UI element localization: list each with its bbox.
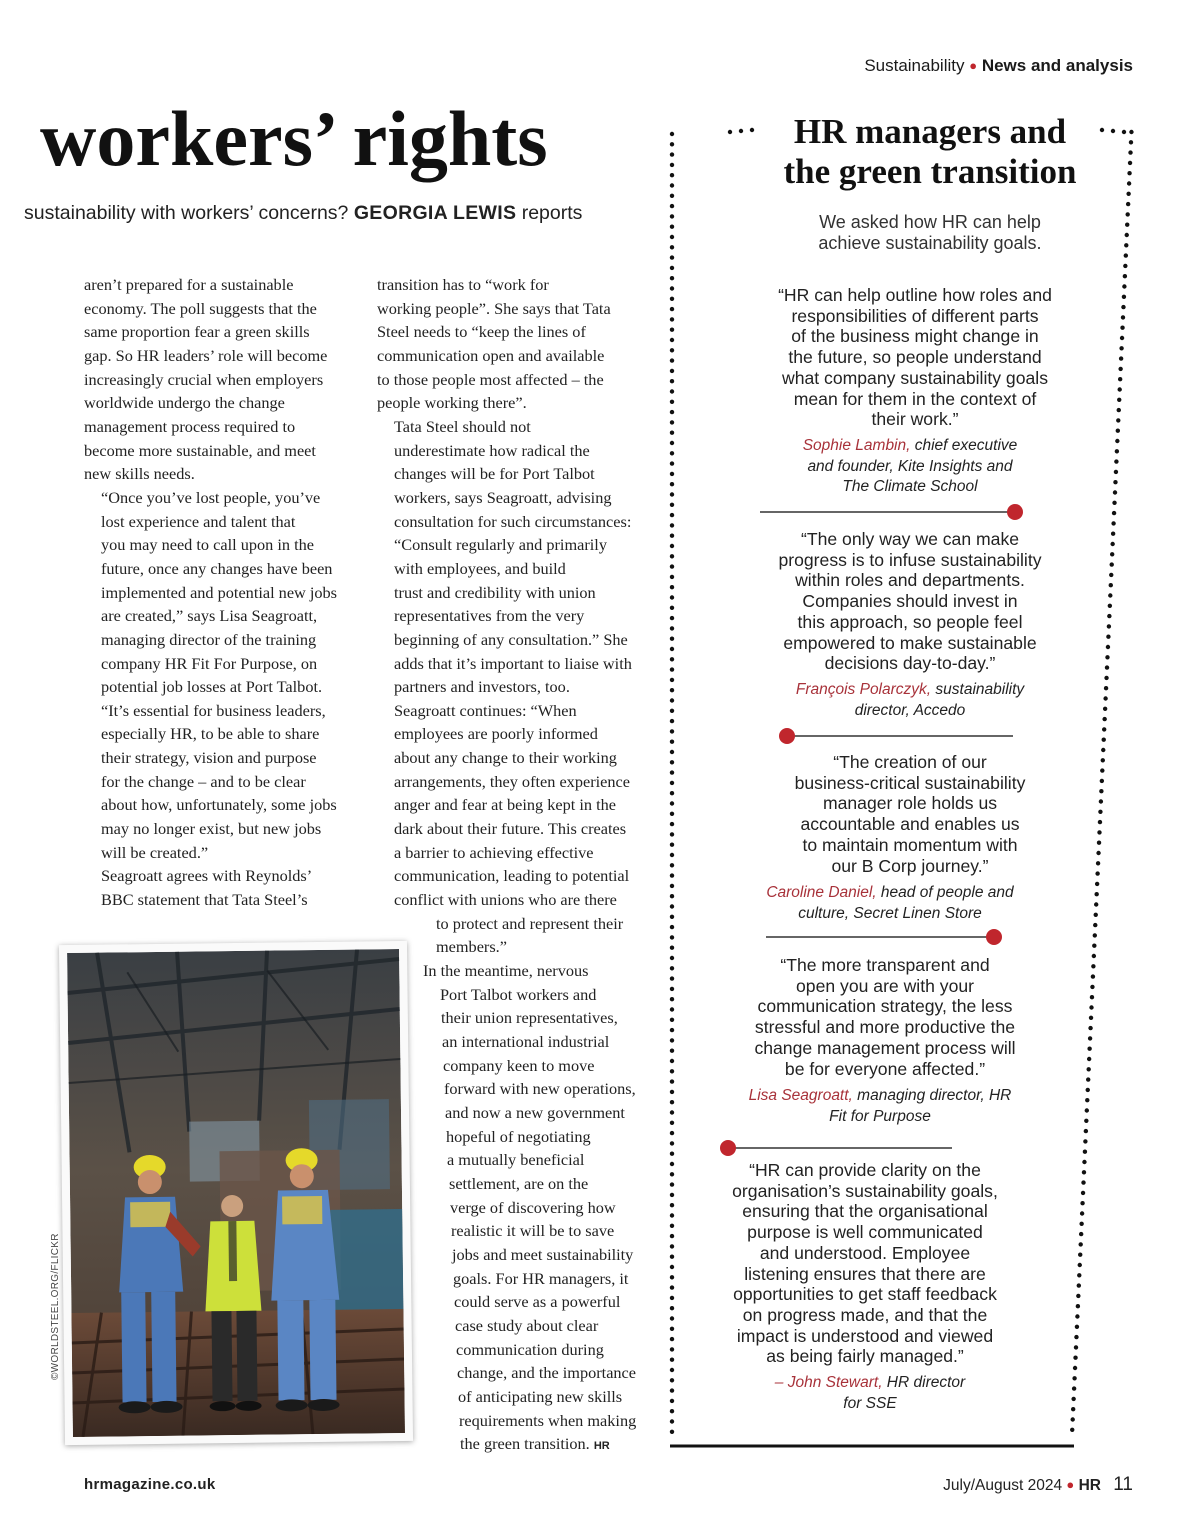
attribution-line xyxy=(735,904,1045,925)
body-line: transition has to “work for xyxy=(377,275,549,294)
body-line: aren’t prepared for a sustainable xyxy=(84,275,294,294)
subsection-name: News and analysis xyxy=(981,56,1133,75)
quote-line: responsibilities of different parts xyxy=(791,305,1039,326)
quote-attribution xyxy=(735,883,1045,924)
body-line: requirements when making xyxy=(459,1410,637,1430)
page-number: 11 xyxy=(1113,1474,1133,1495)
body-line: “It’s essential for business leaders, xyxy=(101,700,326,720)
attribution-line xyxy=(760,701,1060,722)
attribution-line xyxy=(760,477,1060,498)
attribution-line xyxy=(725,1107,1035,1128)
body-line: working people”. She says that Tata xyxy=(377,298,611,318)
body-line: arrangements, they often experience xyxy=(394,771,630,791)
body-line: partners and investors, too. xyxy=(394,677,570,697)
body-paragraph xyxy=(377,699,647,959)
standfirst xyxy=(24,202,582,225)
sidebar-quote xyxy=(710,955,1060,1079)
body-line: to protect and represent their xyxy=(436,913,624,933)
sidebar-quote xyxy=(735,752,1085,876)
quote-line: organisation’s sustainability goals, xyxy=(732,1180,998,1201)
body-line: hopeful of negotiating xyxy=(446,1126,591,1146)
brand-mark: HR xyxy=(1078,1477,1101,1494)
body-line: communication during xyxy=(456,1339,604,1359)
bullet-dot-icon: ● xyxy=(1066,1477,1075,1492)
quote-line: manager role holds us xyxy=(822,793,998,814)
quote-line: communication strategy, the less xyxy=(757,996,1013,1017)
body-line: with employees, and build xyxy=(394,558,566,578)
body-line: Port Talbot workers and xyxy=(440,984,597,1004)
body-line: Tata Steel should not xyxy=(394,416,531,436)
quote-line: within roles and departments. xyxy=(795,570,1025,591)
speaker-name: – John Stewart, xyxy=(774,1374,883,1391)
body-line: settlement, are on the xyxy=(449,1173,589,1193)
body-line: lost experience and talent that xyxy=(101,511,296,531)
quote-line: opportunities to get staff feedback xyxy=(733,1284,997,1305)
quote-line: our B Corp journey.” xyxy=(831,855,989,876)
footer-website: hrmagazine.co.uk xyxy=(84,1476,216,1493)
body-line: Seagroatt agrees with Reynolds’ xyxy=(101,866,313,886)
body-column-1 xyxy=(84,273,359,912)
body-line: change, and the importance xyxy=(457,1363,637,1383)
body-line: underestimate how radical the xyxy=(394,440,590,460)
speaker-role: Fit for Purpose xyxy=(829,1107,931,1125)
body-line: changes will be for Port Talbot xyxy=(394,464,595,484)
body-line: will be created.” xyxy=(101,842,209,862)
body-line: members.” xyxy=(436,937,507,957)
quote-line: progress is to infuse sustainability xyxy=(778,549,1042,570)
speaker-role: sustainability xyxy=(931,681,1025,698)
sidebar-intro xyxy=(745,212,1115,254)
body-line-final xyxy=(377,1432,647,1459)
quote-line: as being fairly managed.” xyxy=(766,1346,964,1367)
separator-dot-icon xyxy=(720,1140,736,1156)
quote-line: accountable and enables us xyxy=(800,814,1020,835)
body-line: beginning of any consultation.” She xyxy=(394,629,628,649)
body-line: gap. So HR leaders’ role will become xyxy=(84,345,328,365)
attribution-line xyxy=(760,436,1060,457)
attribution-line xyxy=(735,883,1045,904)
quote-separator xyxy=(760,500,1040,524)
sidebar-quote xyxy=(735,529,1085,674)
sidebar-title-line: the green transition xyxy=(783,152,1077,191)
speaker-role: director, Accedo xyxy=(854,701,966,719)
body-line: especially HR, to be able to share xyxy=(101,724,320,744)
body-line: anger and fear at being kept in the xyxy=(394,795,616,815)
body-column-2 xyxy=(377,273,647,1459)
body-line: employees are poorly informed xyxy=(394,724,598,744)
steelworks-photo xyxy=(59,941,413,1445)
quote-line: “The more transparent and xyxy=(780,955,990,975)
attribution-line xyxy=(750,1394,990,1415)
quote-line: “HR can provide clarity on the xyxy=(749,1160,981,1180)
speaker-name: Lisa Seagroatt, xyxy=(748,1087,853,1104)
body-line: communication, leading to potential xyxy=(394,866,630,886)
speaker-name: François Polarczyk, xyxy=(795,681,932,698)
quote-line: be for everyone affected.” xyxy=(784,1058,986,1079)
quote-line: business-critical sustainability xyxy=(794,772,1026,793)
body-line: and now a new government xyxy=(445,1102,625,1122)
body-line: communication open and available xyxy=(377,345,605,365)
body-line: about how, unfortunately, some jobs xyxy=(101,795,337,815)
body-line: to those people most affected – the xyxy=(377,369,604,389)
quote-line: open you are with your xyxy=(796,975,974,996)
body-line: the green transition. xyxy=(460,1434,590,1454)
body-line: Steel needs to “keep the lines of xyxy=(377,322,586,342)
body-line: a barrier to achieving effective xyxy=(394,842,594,862)
body-line: consultation for such circumstances: xyxy=(394,511,632,531)
speaker-name: Caroline Daniel, xyxy=(766,884,877,901)
quote-line: this approach, so people feel xyxy=(797,611,1023,632)
author-name: GEORGIA LEWIS xyxy=(353,202,517,224)
quote-line: decisions day-to-day.” xyxy=(824,653,996,674)
speaker-name: Sophie Lambin, xyxy=(802,437,911,454)
speaker-role: managing director, HR xyxy=(852,1087,1012,1104)
body-line: company keen to move xyxy=(443,1055,595,1075)
body-line: Seagroatt continues: “When xyxy=(394,700,577,720)
headline: workers’ rights xyxy=(40,95,548,182)
speaker-role: The Climate School xyxy=(842,478,978,495)
sidebar-intro-line: We asked how HR can help xyxy=(819,212,1041,232)
speaker-role: head of people and xyxy=(876,884,1014,901)
body-line: you may need to call upon in the xyxy=(101,535,314,555)
standfirst-text: sustainability with workers’ concerns? xyxy=(24,202,349,224)
speaker-role: HR director xyxy=(882,1374,966,1391)
body-line: jobs and meet sustainability xyxy=(452,1244,634,1264)
body-line: company HR Fit For Purpose, on xyxy=(101,653,318,673)
body-line: of anticipating new skills xyxy=(458,1386,623,1406)
speaker-role: chief executive xyxy=(910,437,1018,454)
body-line: forward with new operations, xyxy=(444,1079,636,1099)
bullet-dot-icon: ● xyxy=(969,58,978,73)
body-line: conflict with unions who are there xyxy=(394,890,617,910)
quote-line: impact is understood and viewed xyxy=(736,1325,994,1346)
body-line: become more sustainable, and meet xyxy=(84,440,316,460)
body-line: future, once any changes have been xyxy=(101,558,333,578)
body-line: may no longer exist, but new jobs xyxy=(101,819,322,839)
body-line: trust and credibility with union xyxy=(394,582,596,602)
quote-line: listening ensures that there are xyxy=(744,1263,986,1284)
body-line: realistic it will be to save xyxy=(451,1221,615,1241)
footer-issue xyxy=(800,1474,1133,1496)
quote-separator xyxy=(716,1136,956,1160)
steelworks-photo-illustration xyxy=(67,949,405,1437)
quote-line: purpose is well communicated xyxy=(747,1222,983,1243)
quote-attribution xyxy=(750,1373,990,1414)
speaker-role: for SSE xyxy=(843,1394,897,1412)
sidebar-intro-line: achieve sustainability goals. xyxy=(818,233,1042,253)
sidebar-title-line: HR managers and xyxy=(793,112,1067,151)
body-line: “Once you’ve lost people, you’ve xyxy=(101,487,321,507)
speaker-role: culture, Secret Linen Store xyxy=(798,904,982,922)
section-label xyxy=(700,56,1133,76)
body-line: adds that it’s important to liaise with xyxy=(394,653,632,673)
body-line: economy. The poll suggests that the xyxy=(84,298,317,318)
sidebar-quote xyxy=(740,285,1090,430)
quote-attribution xyxy=(760,680,1060,721)
body-line: people working there”. xyxy=(377,393,527,413)
body-line: In the meantime, nervous xyxy=(423,961,589,981)
body-paragraph xyxy=(84,864,359,911)
body-line: dark about their future. This creates xyxy=(394,819,627,839)
body-line: verge of discovering how xyxy=(450,1197,616,1217)
quote-line: what company sustainability goals xyxy=(781,367,1048,388)
quote-line: Companies should invest in xyxy=(802,591,1018,612)
body-line: a mutually beneficial xyxy=(447,1150,585,1170)
standfirst-end: reports xyxy=(521,202,583,224)
body-line: management process required to xyxy=(84,416,296,436)
quote-line: of the business might change in xyxy=(791,326,1039,347)
quote-separator xyxy=(766,925,1006,949)
quote-line: the future, so people understand xyxy=(788,347,1042,368)
separator-dot-icon xyxy=(779,728,795,744)
body-line: BBC statement that Tata Steel’s xyxy=(101,890,308,910)
quote-line: change management process will xyxy=(754,1037,1016,1058)
body-line: could serve as a powerful xyxy=(454,1292,621,1312)
body-line: worldwide undergo the change xyxy=(84,393,285,413)
body-line: new skills needs. xyxy=(84,464,195,484)
photo-credit: ©WORLDSTEEL.ORG/FLICKR xyxy=(50,1233,61,1380)
body-line: workers, says Seagroatt, advising xyxy=(394,487,612,507)
quote-line: “HR can help outline how roles and xyxy=(778,285,1052,305)
body-paragraph xyxy=(377,959,647,1459)
body-line: “Consult regularly and primarily xyxy=(394,535,607,555)
quote-attribution xyxy=(725,1086,1035,1127)
attribution-line xyxy=(760,680,1060,701)
quote-line: to maintain momentum with xyxy=(802,834,1018,855)
attribution-line xyxy=(760,457,1060,478)
quote-line: stressful and more productive the xyxy=(754,1017,1016,1038)
issue-date: July/August 2024 xyxy=(943,1477,1063,1494)
body-line: potential job losses at Port Talbot. xyxy=(101,677,323,697)
quote-line: and understood. Employee xyxy=(759,1242,971,1263)
body-paragraph xyxy=(377,273,647,415)
quote-line: their work.” xyxy=(871,409,959,430)
body-line: implemented and potential new jobs xyxy=(101,582,338,602)
body-line: their union representatives, xyxy=(441,1008,618,1028)
quote-line: on progress made, and that the xyxy=(742,1304,988,1325)
separator-dot-icon xyxy=(1007,504,1023,520)
body-line: are created,” says Lisa Seagroatt, xyxy=(101,606,318,626)
body-line: their strategy, vision and purpose xyxy=(101,748,317,768)
body-paragraph xyxy=(377,415,647,699)
body-line: same proportion fear a green skills xyxy=(84,322,310,342)
body-line: increasingly crucial when employers xyxy=(84,369,324,389)
quote-line: “The only way we can make xyxy=(800,529,1020,549)
sidebar-quote xyxy=(690,1160,1040,1367)
body-line: case study about clear xyxy=(455,1315,599,1335)
body-paragraph xyxy=(84,273,359,486)
body-line: about any change to their working xyxy=(394,748,617,768)
body-line: representatives from the very xyxy=(394,606,585,626)
attribution-line xyxy=(750,1373,990,1394)
body-line: goals. For HR managers, it xyxy=(453,1268,629,1288)
body-line: an international industrial xyxy=(442,1032,610,1051)
section-name: Sustainability xyxy=(864,56,965,75)
speaker-role: and founder, Kite Insights and xyxy=(807,457,1013,475)
body-paragraph xyxy=(84,486,359,865)
separator-dot-icon xyxy=(986,929,1002,945)
quote-line: “The creation of our xyxy=(833,752,987,772)
quote-line: ensuring that the organisational xyxy=(742,1201,988,1222)
end-mark: HR xyxy=(593,1440,610,1453)
quote-separator xyxy=(777,724,1017,748)
body-line: managing director of the training xyxy=(101,629,317,649)
quote-line: empowered to make sustainable xyxy=(783,632,1037,653)
quote-line: mean for them in the context of xyxy=(793,388,1037,409)
sidebar-title xyxy=(735,112,1125,192)
attribution-line xyxy=(725,1086,1035,1107)
quote-attribution xyxy=(760,436,1060,498)
body-line: for the change – and to be clear xyxy=(101,771,306,791)
